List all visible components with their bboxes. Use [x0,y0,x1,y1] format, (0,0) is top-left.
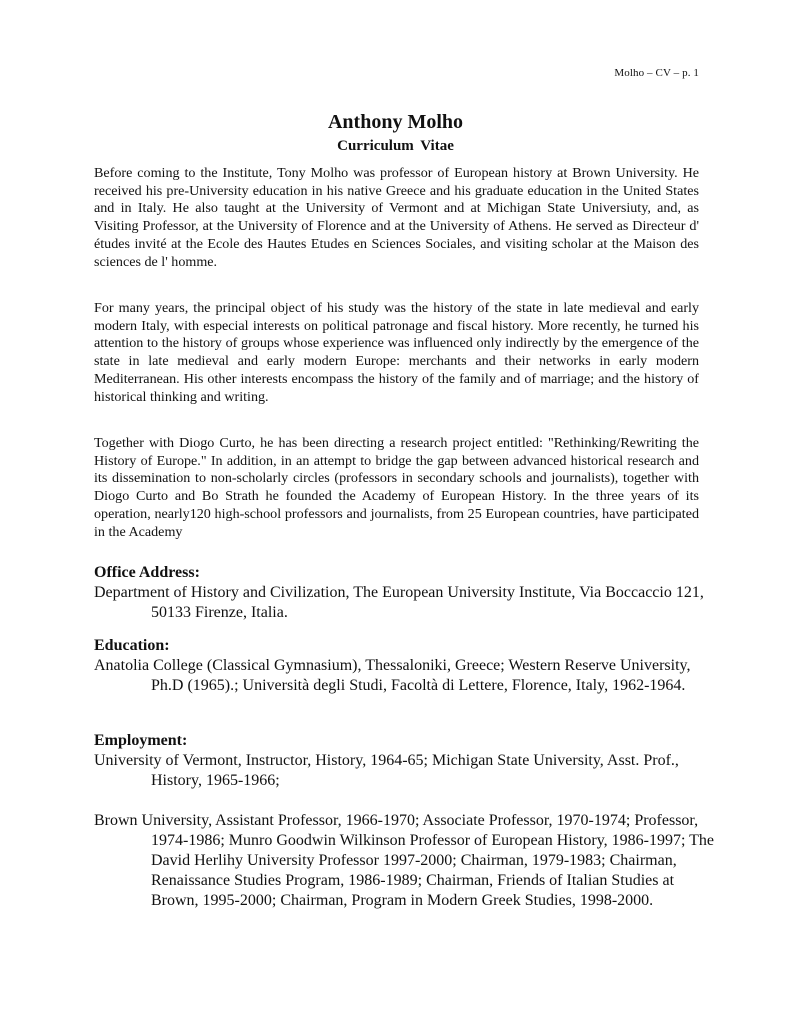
employment-heading: Employment: [94,732,188,749]
office-address-text: Department of History and Civilization, The European University Institute, Via Boccaccio 121, 50133 Firenze, Italia. [94,584,704,621]
employment-section [94,731,724,911]
bio-paragraph-1: Before coming to the Institute, Tony Molho was professor of European history at Brown University. He received his pre-University education in his native Greece and his graduate education in the United States and in Italy. He also taught at the University of Vermont and at Michigan State Universiuty, and, as Visiting Professor, at the University of Florence and at the University of Athens. He served as Directeur d' études invité at the Ecole des Hautes Etudes en Sciences Sociales, and visiting scholar at the Maison des sciences de l' homme. [94,165,699,270]
education-section [94,636,724,696]
office-address-section [94,563,724,623]
title-block [0,110,791,156]
page-header: Molho – CV – p. 1 [614,67,699,79]
page-title: Anthony Molho [327,111,464,133]
page-subtitle: Curriculum Vitae [337,138,454,154]
education-text: Anatolia College (Classical Gymnasium), Thessaloniki, Greece; Western Reserve University, Ph.D (1965).; Università degli Studi, Facoltà di Lettere, Florence, Italy, 1962-1964. [94,657,691,694]
bio-paragraph-3: Together with Diogo Curto, he has been directing a research project entitled: "Rethinking/Rewriting the History of Europe." In addition, in an attempt to bridge the gap between advanced historical research and its dissemination to non-scholarly circles (professors in secondary schools and journalists), together with Diogo Curto and Bo Strath he founded the Academy of European History. In the three years of its operation, nearly120 high-school professors and journalists, from 25 European countries, have participated in the Academy [94,435,699,540]
employment-entry-vermont-michigan: University of Vermont, Instructor, History, 1964-65; Michigan State University, Asst. Prof., History, 1965-1966; [94,752,679,789]
bio-paragraph-2: For many years, the principal object of his study was the history of the state in late medieval and early modern Italy, with especial interests on political patronage and fiscal history. More recently, he turned his attention to the history of groups whose experience was influenced only indirectly by the emergence of the state in late medieval and early modern Europe: merchants and their networks in early modern Mediterranean. His other interests encompass the history of the family and of marriage; and the history of historical thinking and writing. [94,300,699,405]
education-heading: Education: [94,637,170,654]
employment-entry-brown: Brown University, Assistant Professor, 1966-1970; Associate Professor, 1970-1974; Professor, 1974-1986; Munro Goodwin Wilkinson Professor of European History, 1986-1997; The David Herlihy University Professor 1997-2000; Chairman, 1979-1983; Chairman, Renaissance Studies Program, 1986-1989; Chairman, Friends of Italian Studies at Brown, 1995-2000; Chairman, Program in Modern Greek Studies, 1998-2000. [94,812,715,909]
office-address-heading: Office Address: [94,564,200,581]
